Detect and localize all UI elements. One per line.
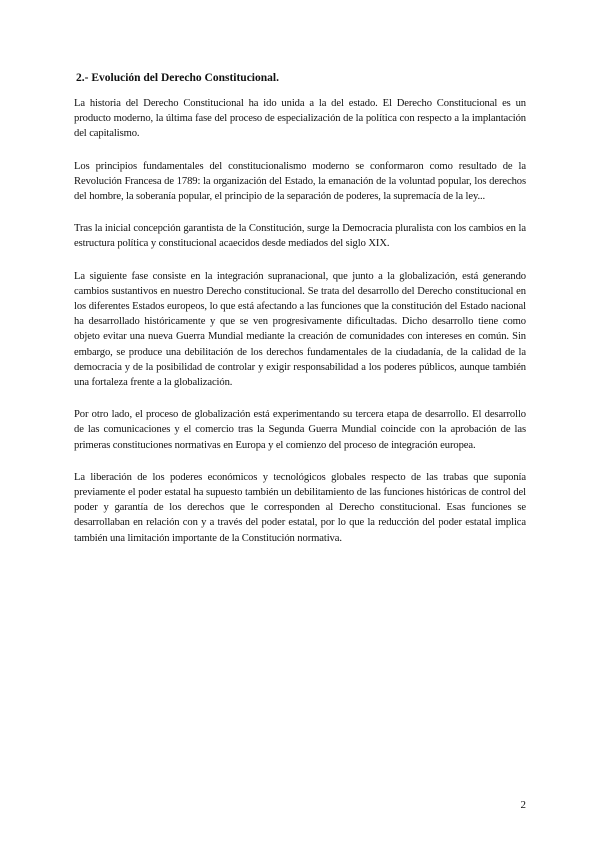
paragraph-supranational-integration: La siguiente fase consiste en la integración supranacional, que junto a la globalización, está generando cambios sustantivos en nuestro Derecho constitucional. Se trata del desarrollo del Derecho constitucional en los diferentes Estados europeos, lo que está afectando a las funciones que la constitución del Estado nacional ha desarrollado históricamente y que se ven progresivamente dificultadas. Dicho desarrollo tiene como objeto evitar una nueva Guerra Mundial mediante la creación de comunidades con intereses en común. Sin embargo, se produce una debilitación de los derechos fundamentales de la ciudadanía, de la calidad de la democracia y de la posibilidad de controlar y exigir responsabilidad a los poderes públicos, aunque también una fortaleza frente a la globalización. — [74, 270, 526, 389]
paragraph-liberation-of-powers: La liberación de los poderes económicos y tecnológicos globales respecto de las trabas que suponía previamente el poder estatal ha supuesto también un debilitamiento de las funciones históricas de control del poder y garantía de los derechos que le corresponden al Derecho constitucional. Esas funciones se desarrollaban en relación con y a través del poder estatal, por lo que la reducción del poder estatal implica también una limitación importante de la Constitución normativa. — [74, 471, 526, 544]
section-heading: 2.- Evolución del Derecho Constitucional. — [76, 72, 279, 84]
paragraph-pluralist-democracy: Tras la inicial concepción garantista de la Constitución, surge la Democracia pluralista con los cambios en la estructura política y constitucional acaecidos desde mediados del siglo XIX. — [74, 223, 526, 250]
paragraph-principles: Los principios fundamentales del constitucionalismo moderno se conformaron como resultado de la Revolución Francesa de 1789: la organización del Estado, la emanación de la voluntad popular, los derechos del hombre, la soberanía popular, el principio de la separación de poderes, la supremacía de la ley... — [74, 160, 526, 203]
paragraph-globalization: Por otro lado, el proceso de globalización está experimentando su tercera etapa de desarrollo. El desarrollo de las comunicaciones y el comercio tras la Segunda Guerra Mundial coincide con la aprobación de las primeras constituciones normativas en Europa y el comienzo del proceso de integración europea. — [74, 409, 526, 451]
paragraph-history: La historia del Derecho Constitucional ha ido unida a la del estado. El Derecho Constitucional es un producto moderno, la última fase del proceso de especialización de la política con respecto a la implantación del capitalismo. — [74, 98, 526, 140]
page-number: 2 — [520, 799, 526, 811]
document-body — [74, 96, 526, 563]
